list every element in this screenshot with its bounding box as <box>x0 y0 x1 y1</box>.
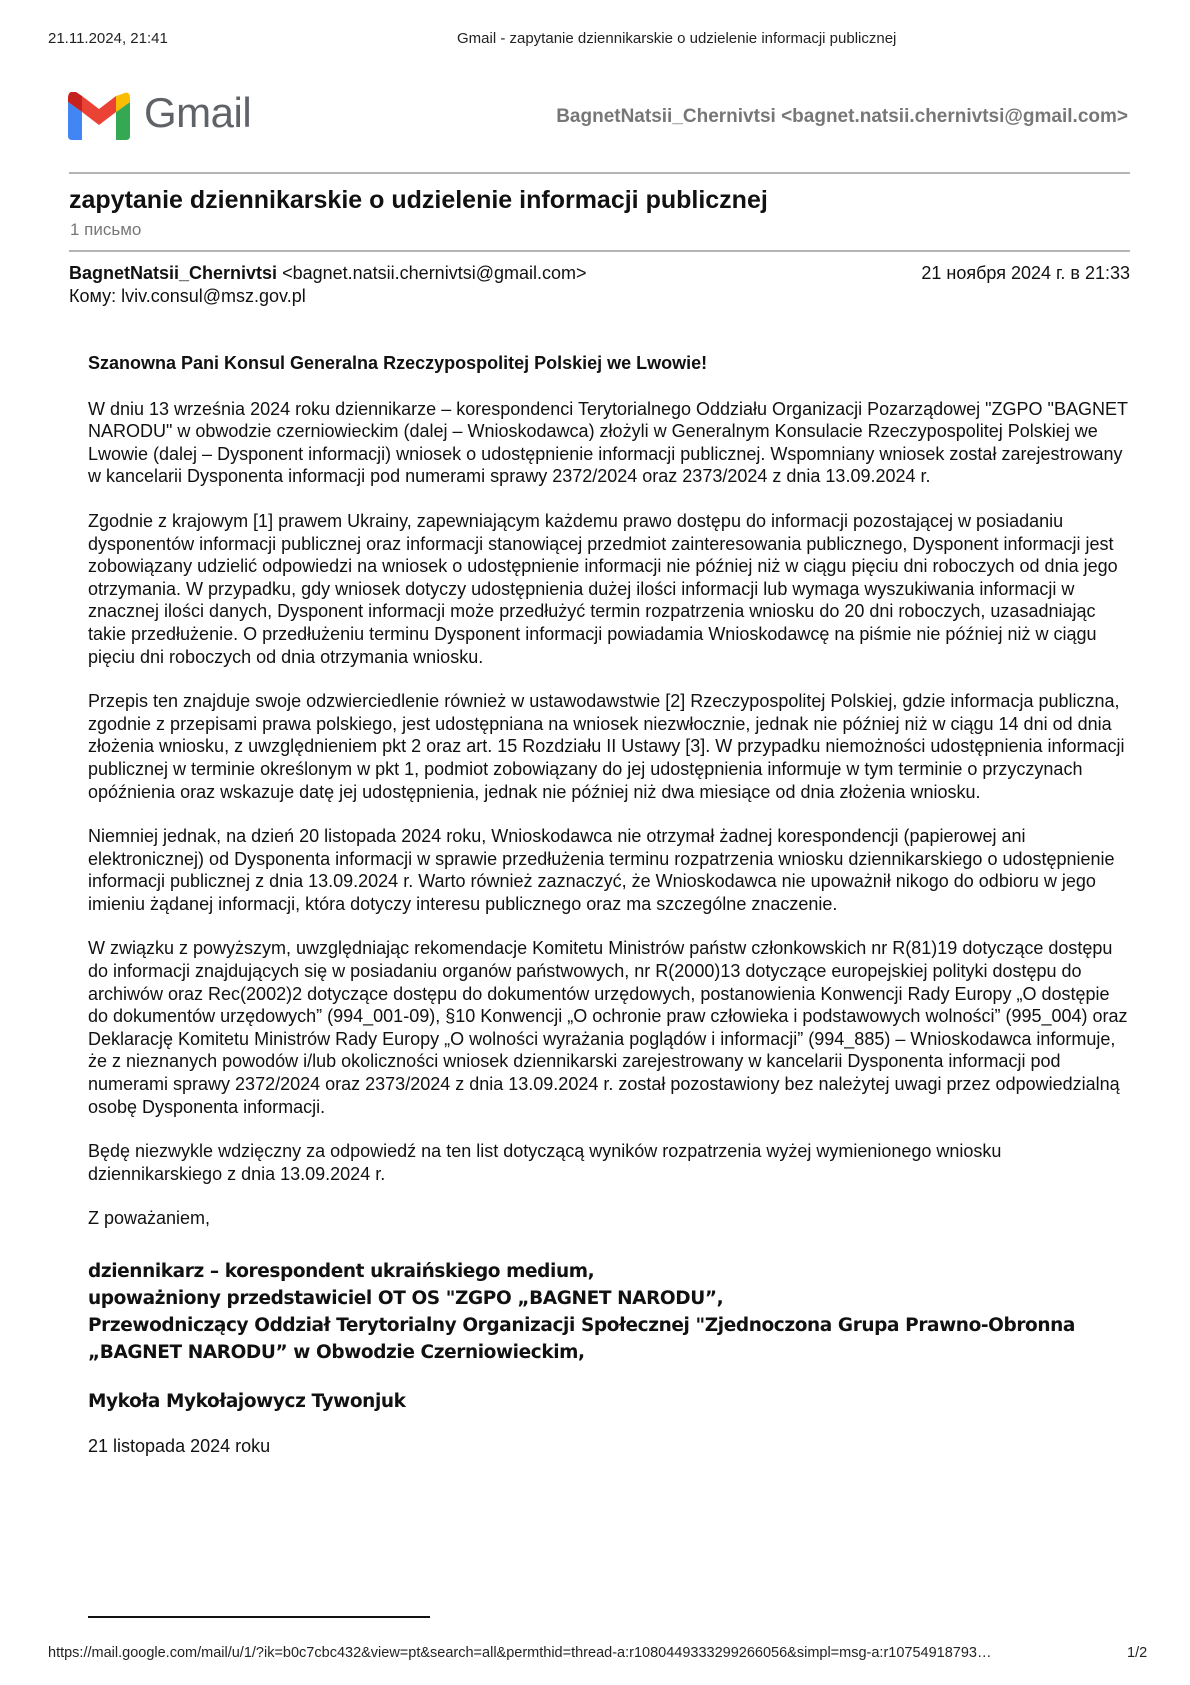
page-url: https://mail.google.com/mail/u/1/?ik=b0c7cbc432&view=pt&search=all&permthid=thread-a:r1080449333299266056&simpl=msg-a:r10754918793… <box>48 1645 992 1661</box>
page-number: 1/2 <box>1127 1645 1148 1661</box>
message-body <box>88 352 1128 1458</box>
sender-name: BagnetNatsii_Chernivtsi <box>69 263 278 283</box>
sign-date: 21 listopada 2024 roku <box>88 1436 271 1456</box>
paragraph: Zgodnie z krajowym [1] prawem Ukrainy, zapewniającym każdemu prawo dostępu do informacji pozostającej w posiadaniu dysponentów informacji publicznej oraz informacji stanowiącej przedmiot zainteresowania publicznego, Dysponent informacji jest zobowiązany udzielić odpowiedzi na wniosek o udostępnienie informacji nie później niż w ciągu pięciu dni roboczych od dnia jego otrzymania. W przypadku, gdy wniosek dotyczy udostępnienia dużej ilości informacji lub wymaga wyszukiwania informacji w znacznej ilości danych, Dysponent informacji może przedłużyć termin rozpatrzenia wniosku do 20 dni roboczych, uzasadniając takie przedłużenie. O przedłużeniu terminu Dysponent informacji powiadamia Wnioskodawcę na piśmie nie później niż w ciągu pięciu dni roboczych od dnia otrzymania wniosku. <box>88 510 1118 667</box>
footnote-separator <box>88 1616 430 1618</box>
header-divider <box>69 172 1130 174</box>
paragraph: Będę niezwykle wdzięczny za odpowiedź na ten list dotyczącą wyników rozpatrzenia wyżej wymienionego wniosku dziennikarskiego z dnia 13.09.2024 r. <box>88 1141 1002 1184</box>
print-timestamp: 21.11.2024, 21:41 <box>48 30 168 47</box>
sender-email: <bagnet.natsii.chernivtsi@gmail.com> <box>282 263 587 283</box>
account-identity: BagnetNatsii_Chernivtsi <bagnet.natsii.chernivtsi@gmail.com> <box>556 106 1128 127</box>
print-title: Gmail - zapytanie dziennikarskie o udzielenie informacji publicznej <box>457 30 897 47</box>
signature-line: „BAGNET NARODU” w Obwodzie Czerniowieckim, <box>88 1342 585 1363</box>
paragraph: W związku z powyższym, uwzględniając rekomendacje Komitetu Ministrów państw członkowskich nr R(81)19 dotyczące dostępu do informacji znajdujących się w posiadaniu organów państwowych, nr R(2000)13 dotyczące europejskiej polityki dostępu do archiwów oraz Rec(2002)2 dotyczące dostępu do dokumentów urzędowych, postanowienia Konwencji Rady Europy „O dostępie do dokumentów urzędowych” (994_001-09), §10 Konwencji „O ochronie praw człowieka i podstawowych wolności” (995_004) oraz Deklarację Komitetu Ministrów Rady Europy „O wolności wyrażania poglądów i informacji” (994_885) – Wnioskodawca informuje, że z nieznanych powodów i/lub okoliczności wniosek dziennikarski zarejestrowany w kancelarii Dysponenta informacji pod numerami sprawy 2372/2024 oraz 2373/2024 z dnia 13.09.2024 r. został pozostawiony bez należytej uwagi przez odpowiedzialną osobę Dysponenta informacji. <box>88 938 1128 1117</box>
paragraph: W dniu 13 września 2024 roku dziennikarze – korespondenci Terytorialnego Oddziału Organizacji Pozarządowej "ZGPO "BAGNET NARODU" w obwodzie czerniowieckim (dalej – Wnioskodawca) złożyli w Generalnym Konsulacie Rzeczypospolitej Polskiej we Lwowie (dalej – Dysponent informacji) wniosek o udostępnienie informacji publicznej. Wspomniany wniosek został zarejestrowany w kancelarii Dysponenta informacji pod numerami sprawy 2372/2024 oraz 2373/2024 z dnia 13.09.2024 r. <box>88 398 1128 487</box>
signature-block <box>88 1258 1128 1415</box>
paragraph: Niemniej jednak, na dzień 20 listopada 2024 roku, Wnioskodawca nie otrzymał żadnej korespondencji (papierowej ani elektronicznej) od Dysponenta informacji w sprawie przedłużenia terminu rozpatrzenia wniosku dziennikarskiego o udostępnienie informacji publicznej z dnia 13.09.2024 r. Warto również zaznaczyć, że Wnioskodawca nie upoważnił nikogo do odbioru w jego imieniu żądanej informacji, która dotyczy interesu publicznego oraz ma szczególne znaczenie. <box>88 826 1115 914</box>
closing: Z poważaniem, <box>88 1208 211 1229</box>
signer-name: Mykoła Mykołajowycz Tywonjuk <box>88 1391 406 1412</box>
message-header <box>69 263 1130 284</box>
gmail-m-logo-icon <box>68 92 130 140</box>
message-count: 1 письмо <box>70 220 142 239</box>
recipient: Кому: lviv.consul@msz.gov.pl <box>69 286 306 306</box>
greeting: Szanowna Pani Konsul Generalna Rzeczypospolitej Polskiej we Lwowie! <box>88 353 708 373</box>
sent-date: 21 ноября 2024 г. в 21:33 <box>921 263 1130 283</box>
print-header <box>0 30 1190 50</box>
thread-subject: zapytanie dziennikarskie o udzielenie informacji publicznej <box>69 186 768 214</box>
brand-row <box>68 88 1128 144</box>
signature-line: upoważniony przedstawiciel OT OS "ZGPO „BAGNET NARODU”, <box>88 1288 724 1309</box>
subject-divider <box>69 250 1130 252</box>
signature-line: Przewodniczący Oddział Terytorialny Organizacji Społecznej "Zjednoczona Grupa Prawno-Obronna <box>88 1315 1075 1336</box>
paragraph: Przepis ten znajduje swoje odzwierciedlenie również w ustawodawstwie [2] Rzeczypospolitej Polskiej, gdzie informacja publiczna, zgodnie z przepisami prawa polskiego, jest udostępniana na wniosek niezwłocznie, jednak nie później niż w ciągu 14 dni od dnia złożenia wniosku, z uwzględnieniem pkt 2 oraz art. 15 Rozdziału II Ustawy [3]. W przypadku niemożności udostępnienia informacji publicznej w terminie określonym w pkt 1, podmiot zobowiązany do jej udostępnienia informuje w tym terminie o przyczynach opóźnienia oraz wskazuje datę jej udostępnienia, jednak nie później niż dwa miesiące od dnia złożenia wniosku. <box>88 691 1125 802</box>
gmail-wordmark: Gmail <box>144 89 252 136</box>
signature-line: dziennikarz – korespondent ukraińskiego medium, <box>88 1261 595 1282</box>
